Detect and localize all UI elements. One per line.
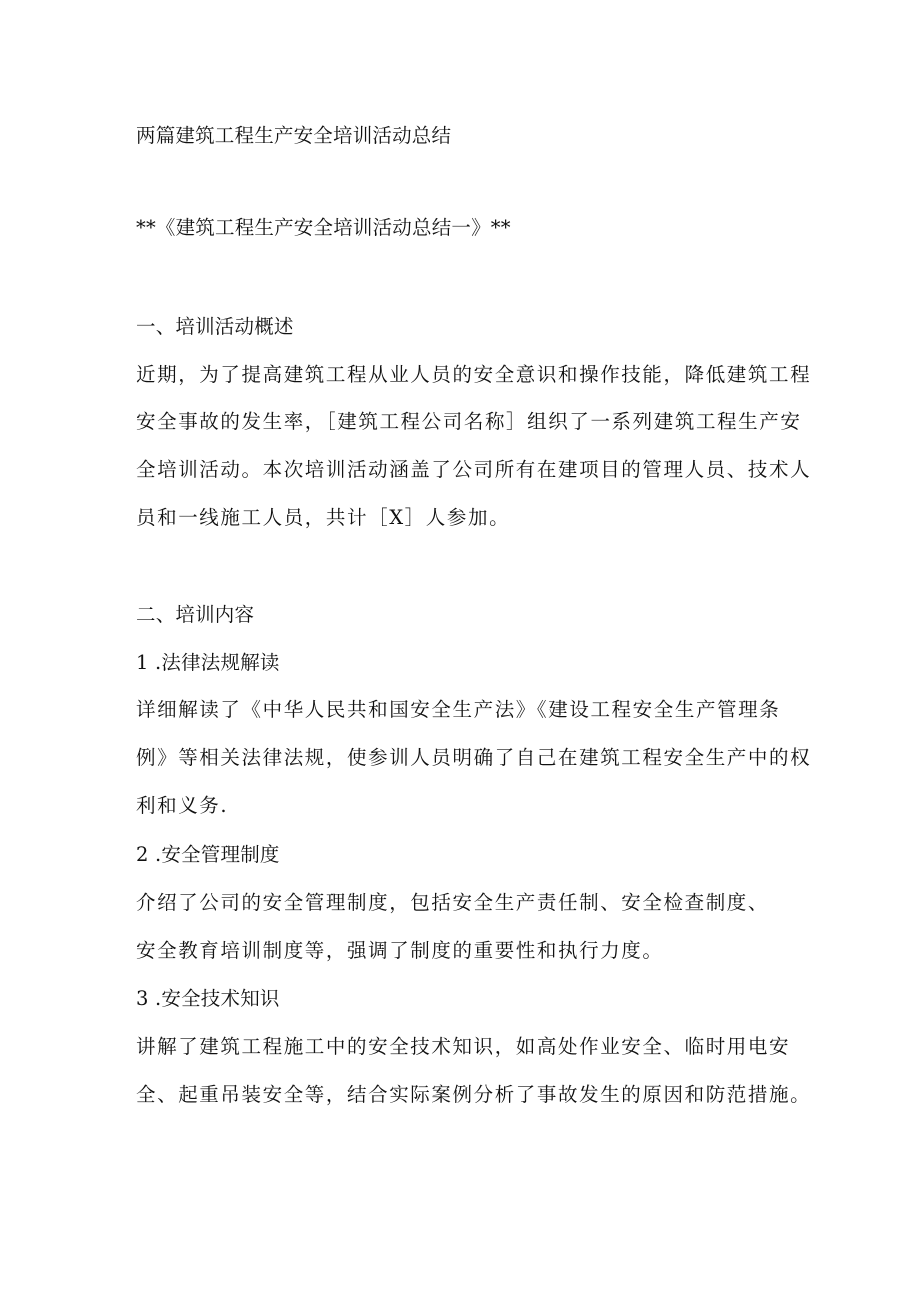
management-line-1: 介绍了公司的安全管理制度，包括安全生产责任制、安全检查制度、 (136, 891, 770, 914)
item-heading-laws: 1 .法律法规解读 (136, 651, 280, 674)
overview-line-4: 员和一线施工人员，共计［X］人参加。 (136, 506, 511, 529)
item-heading-management: 2 .安全管理制度 (136, 843, 280, 866)
technical-line-2: 全、起重吊装安全等，结合实际案例分析了事故发生的原因和防范措施。 (136, 1083, 812, 1106)
technical-line-1: 讲解了建筑工程施工中的安全技术知识，如高处作业安全、临时用电安 (136, 1035, 791, 1058)
overview-line-2: 安全事故的发生率，［建筑工程公司名称］组织了一系列建筑工程生产安 (136, 410, 802, 433)
document-title: 两篇建筑工程生产安全培训活动总结 (136, 124, 452, 147)
document-subtitle: **《建筑工程生产安全培训活动总结一》** (136, 216, 511, 239)
overview-line-1: 近期，为了提高建筑工程从业人员的安全意识和操作技能，降低建筑工程 (136, 363, 812, 386)
section-heading-content: 二、培训内容 (136, 603, 255, 626)
overview-line-3: 全培训活动。本次培训活动涵盖了公司所有在建项目的管理人员、技术人 (136, 458, 812, 481)
management-line-2: 安全教育培训制度等，强调了制度的重要性和执行力度。 (136, 939, 664, 962)
laws-line-3: 利和义务. (136, 794, 229, 817)
laws-line-2: 例》等相关法律法规，使参训人员明确了自己在建筑工程安全生产中的权 (136, 746, 812, 769)
item-heading-technical: 3 .安全技术知识 (136, 987, 280, 1010)
laws-line-1: 详细解读了《中华人民共和国安全生产法》《建设工程安全生产管理条 (136, 698, 781, 721)
section-heading-overview: 一、培训活动概述 (136, 315, 294, 338)
